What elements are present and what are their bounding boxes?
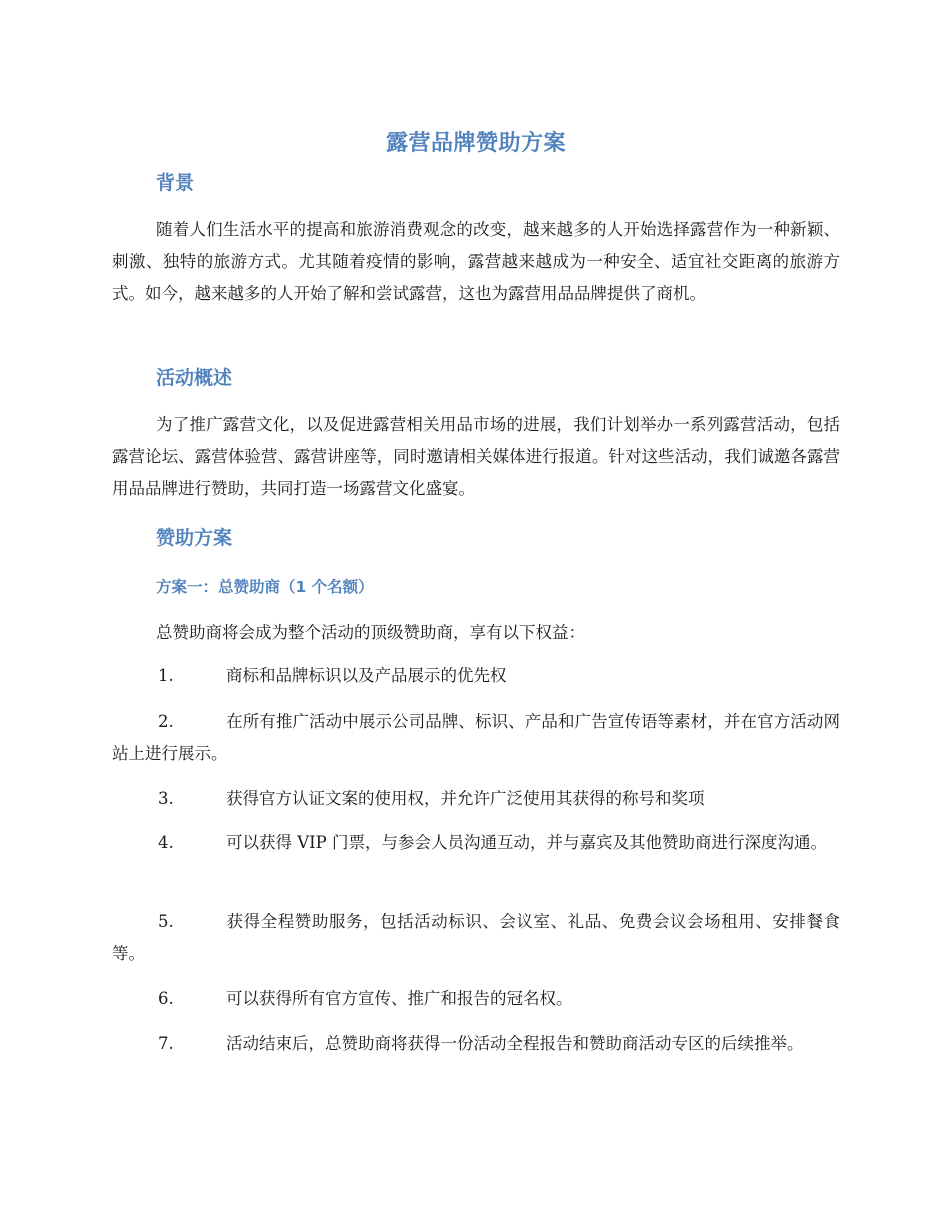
- plan-one-intro: 总赞助商将会成为整个活动的顶级赞助商，享有以下权益：: [156, 623, 585, 642]
- document-title: 露营品牌赞助方案: [385, 131, 566, 156]
- list-item: [112, 660, 840, 692]
- list-item: [112, 783, 840, 815]
- list-number: 6.: [158, 989, 174, 1008]
- list-item: [112, 1028, 840, 1060]
- paragraph-background: 随着人们生活水平的提高和旅游消费观念的改变，越来越多的人开始选择露营作为一种新颖、刺激、独特的旅游方式。尤其随着疫情的影响，露营越来越成为一种安全、适宜社交距离的旅游方式。如今，越来越多的人开始了解和尝试露营，这也为露营用品品牌提供了商机。: [112, 220, 840, 303]
- list-text: 可以获得所有官方宣传、推广和报告的冠名权。: [226, 989, 573, 1008]
- list-number: 7.: [158, 1034, 174, 1053]
- list-number: 5.: [158, 912, 174, 931]
- list-item: [112, 906, 840, 970]
- list-item: [112, 706, 840, 770]
- list-text: 获得官方认证文案的使用权，并允许广泛使用其获得的称号和奖项: [226, 789, 705, 808]
- list-item: [112, 827, 840, 859]
- list-text: 活动结束后，总赞助商将获得一份活动全程报告和赞助商活动专区的后续推举。: [226, 1034, 804, 1053]
- list-number: 1.: [158, 666, 174, 685]
- paragraph-overview: 为了推广露营文化，以及促进露营相关用品市场的进展，我们计划举办一系列露营活动，包括露营论坛、露营体验营、露营讲座等，同时邀请相关媒体进行报道。针对这些活动，我们诚邀各露营用品品牌进行赞助，共同打造一场露营文化盛宴。: [112, 415, 840, 498]
- list-text: 获得全程赞助服务，包括活动标识、会议室、礼品、免费会议会场租用、安排餐食等。: [112, 912, 840, 963]
- list-text: 在所有推广活动中展示公司品牌、标识、产品和广告宣传语等素材，并在官方活动网站上进行展示。: [112, 712, 840, 763]
- list-number: 3.: [158, 789, 174, 808]
- heading-overview: 活动概述: [156, 367, 233, 389]
- list-number: 2.: [158, 712, 174, 731]
- list-text: 商标和品牌标识以及产品展示的优先权: [226, 666, 507, 685]
- list-item: [112, 983, 840, 1015]
- heading-plan-one: 方案一：总赞助商（1 个名额）: [156, 578, 374, 596]
- heading-background: 背景: [156, 172, 195, 194]
- heading-sponsorship: 赞助方案: [156, 527, 233, 549]
- list-text: 可以获得 VIP 门票，与参会人员沟通互动，并与嘉宾及其他赞助商进行深度沟通。: [226, 833, 828, 852]
- list-number: 4.: [158, 833, 174, 852]
